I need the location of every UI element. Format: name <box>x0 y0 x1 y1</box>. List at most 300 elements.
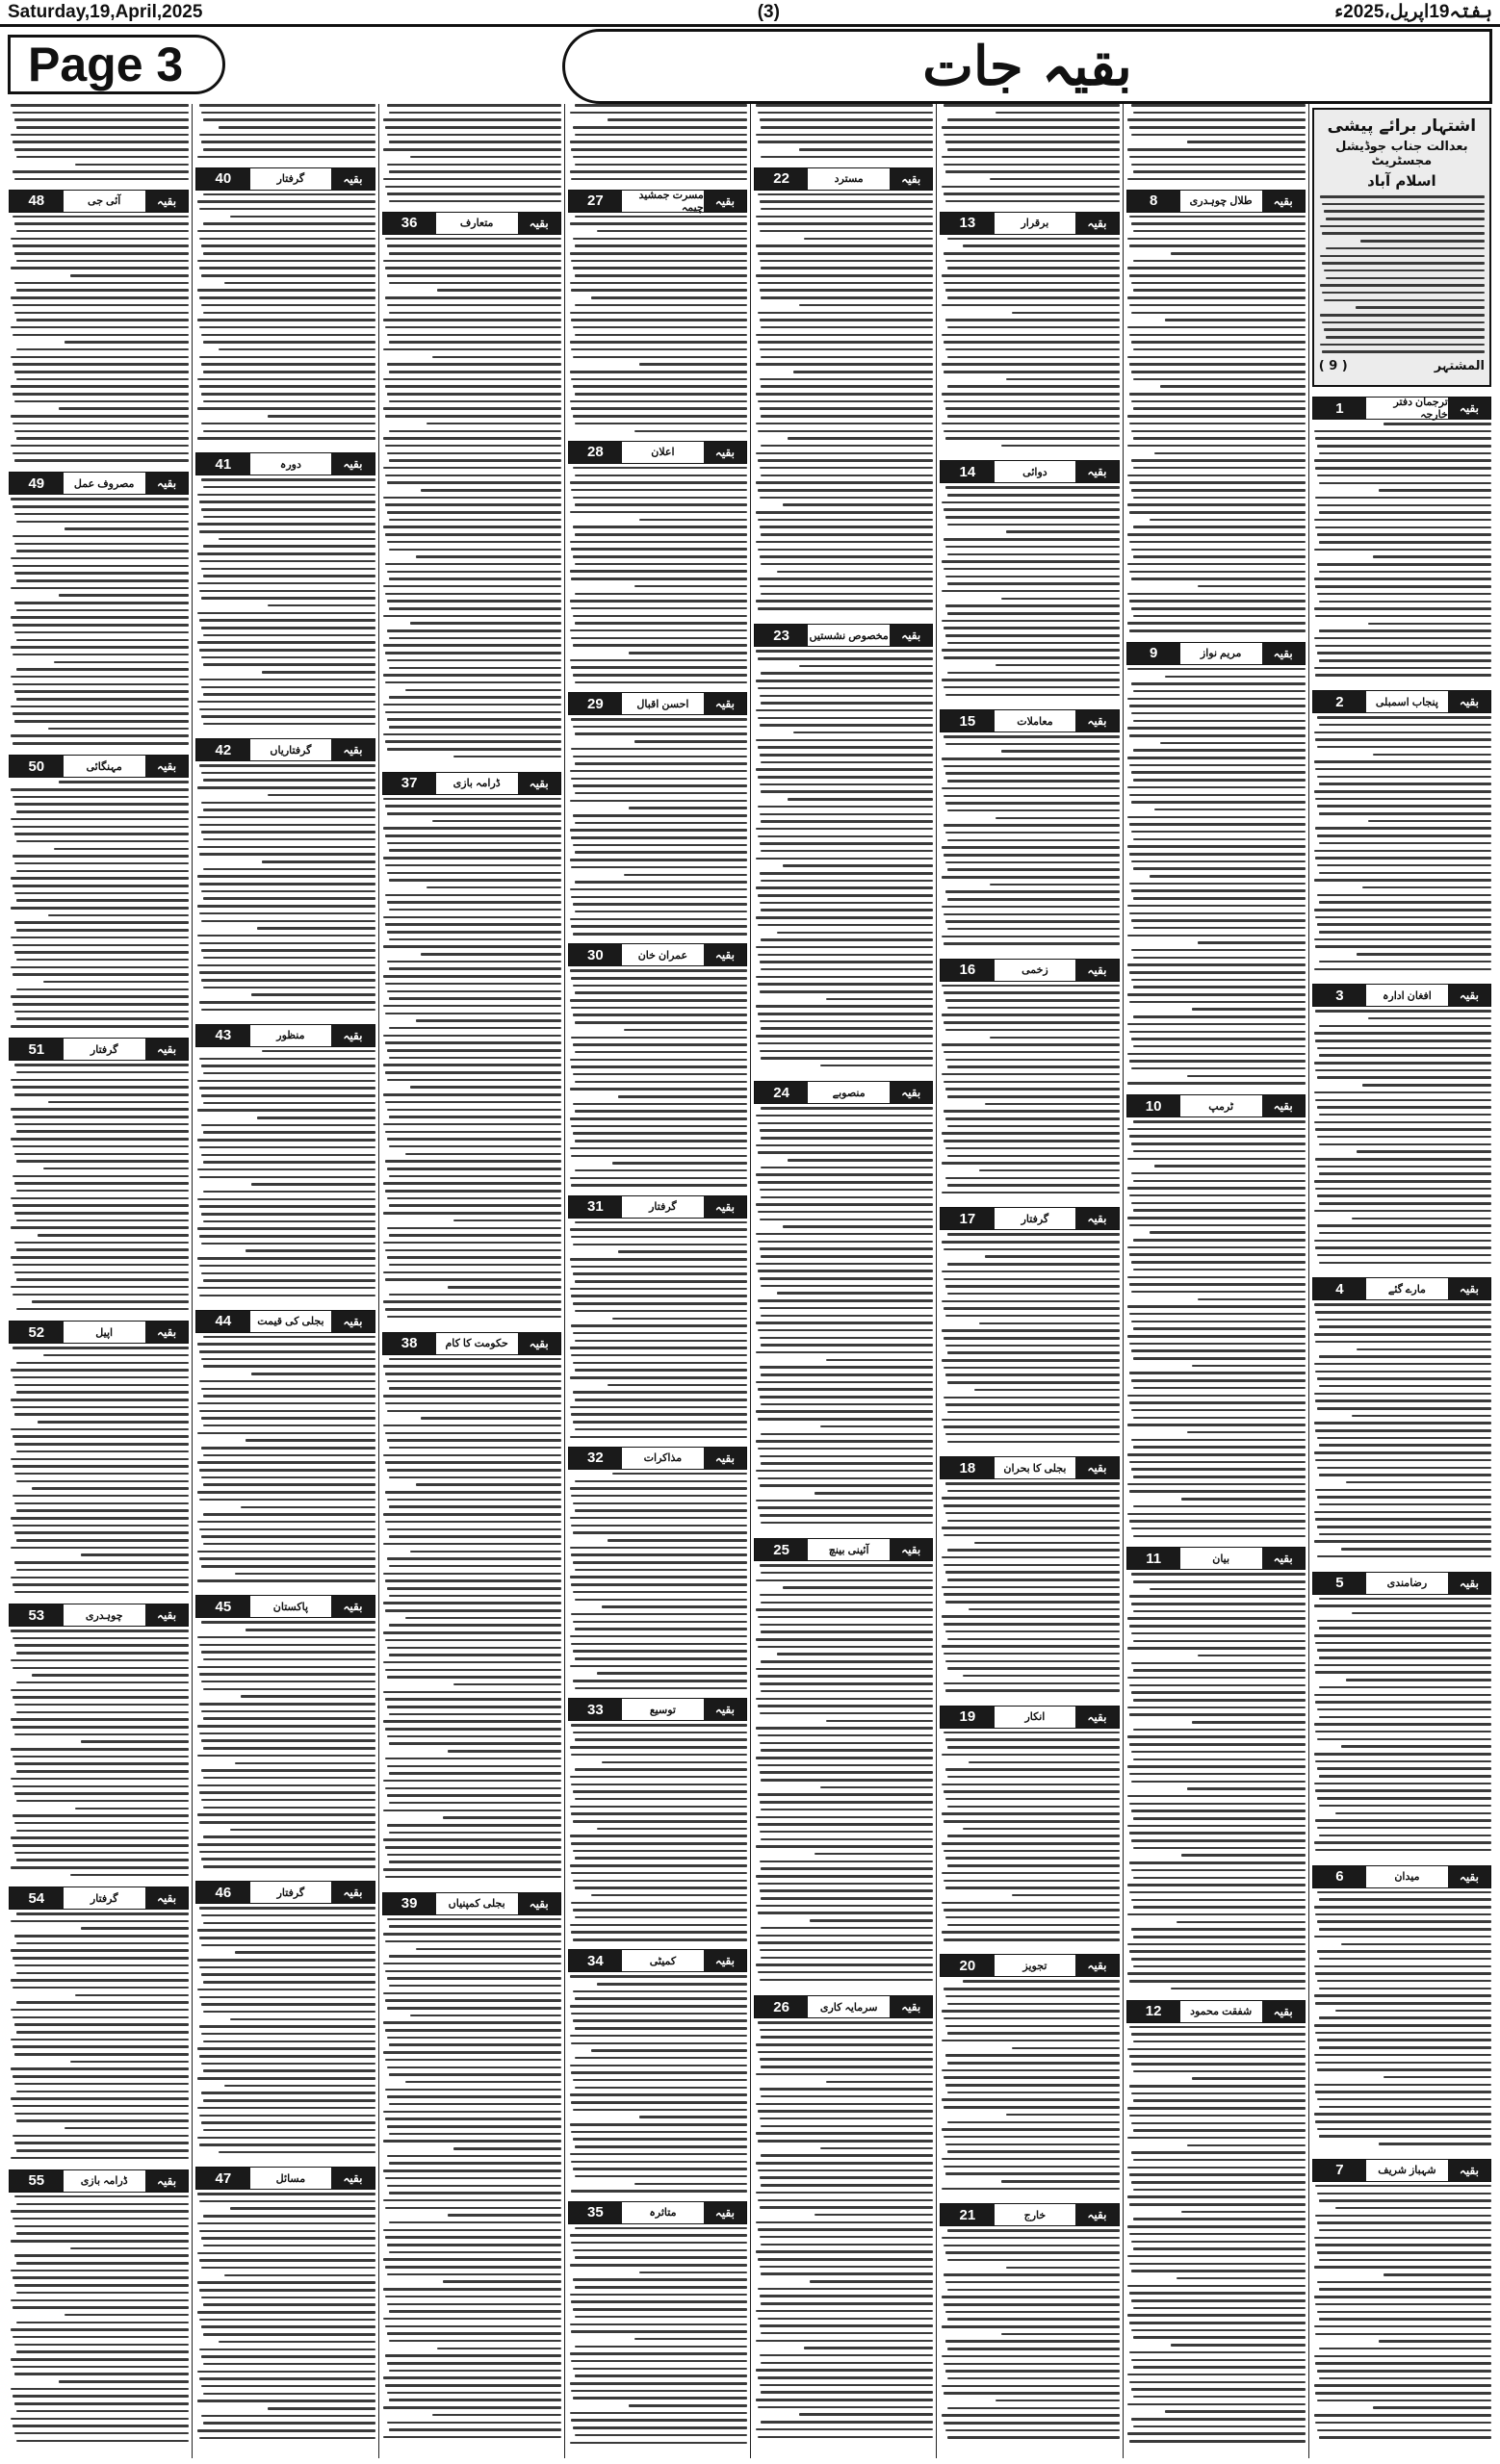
text-line <box>201 244 375 247</box>
text-line <box>944 765 1120 768</box>
text-line <box>761 385 933 388</box>
section-word: بقیہ <box>890 625 932 646</box>
text-line <box>383 148 560 151</box>
text-line <box>1133 2189 1306 2192</box>
text-line <box>573 326 747 329</box>
text-line <box>944 735 1120 738</box>
text-line <box>389 400 561 403</box>
text-line <box>1314 2054 1491 2057</box>
text-line <box>1129 1372 1306 1374</box>
text-line <box>11 966 189 969</box>
text-line <box>16 2292 190 2295</box>
section-number: 30 <box>569 944 622 965</box>
text-line <box>756 1905 933 1908</box>
text-line <box>203 1717 375 1720</box>
text-line <box>1131 2388 1306 2391</box>
text-line <box>571 2300 747 2303</box>
text-line <box>760 200 934 203</box>
section-label: ڈرامہ بازی <box>80 2175 128 2188</box>
text-line <box>11 788 189 791</box>
text-line <box>1317 716 1491 719</box>
text-line <box>1192 1365 1305 1368</box>
text-line <box>219 2151 375 2154</box>
text-line <box>383 1810 560 1812</box>
text-line <box>1317 533 1491 536</box>
text-line <box>758 1912 934 1914</box>
text-line <box>1129 764 1306 767</box>
text-line <box>634 2338 747 2341</box>
text-line <box>197 2222 375 2225</box>
text-line <box>1326 336 1485 339</box>
text-line <box>1133 467 1306 470</box>
text-line <box>453 1683 561 1686</box>
text-line <box>756 600 933 603</box>
text-line <box>1133 2426 1306 2428</box>
text-line <box>199 1295 375 1297</box>
text-line <box>383 1573 560 1576</box>
section-body <box>940 985 1119 1204</box>
text-line <box>1129 1861 1306 1864</box>
text-line <box>1317 1496 1491 1499</box>
text-line <box>761 1373 933 1376</box>
text-line <box>11 1718 189 1721</box>
text-line <box>1127 148 1305 151</box>
section-word: بقیہ <box>704 442 746 463</box>
text-line <box>758 1151 934 1154</box>
text-line <box>16 668 190 671</box>
text-line <box>942 787 1119 790</box>
text-line <box>942 590 1119 593</box>
text-line <box>758 2169 934 2172</box>
text-line <box>1317 2193 1491 2195</box>
text-line <box>573 1621 747 1624</box>
text-line <box>16 810 190 813</box>
text-line <box>760 2058 934 2061</box>
text-line <box>448 2214 560 2217</box>
text-line <box>387 1439 561 1442</box>
continued-text <box>9 104 189 186</box>
text-line <box>758 2288 934 2291</box>
text-line <box>203 2011 375 2014</box>
text-line <box>11 587 189 590</box>
text-line <box>1319 1503 1491 1506</box>
text-line <box>760 2088 934 2091</box>
text-line <box>947 1806 1120 1809</box>
text-line <box>389 1505 561 1508</box>
text-line <box>758 1418 934 1421</box>
text-line <box>262 1050 375 1053</box>
text-line <box>1127 757 1305 759</box>
text-line <box>758 1646 934 1649</box>
text-line <box>942 2296 1119 2298</box>
continuation-section <box>754 1077 933 1534</box>
section-body <box>1126 1120 1306 1543</box>
section-number: 9 <box>1127 643 1180 664</box>
text-line <box>1131 459 1306 462</box>
text-line <box>1319 1533 1491 1536</box>
text-line <box>1314 909 1491 911</box>
text-line <box>1317 652 1491 654</box>
text-line <box>383 497 560 500</box>
text-line <box>201 2385 375 2388</box>
text-line <box>1322 321 1485 324</box>
text-line <box>1314 1694 1491 1697</box>
section-body <box>568 1724 747 1945</box>
text-line <box>1129 274 1306 277</box>
text-line <box>573 238 747 241</box>
text-line <box>385 503 561 506</box>
section-header <box>754 1995 933 2018</box>
text-line <box>756 452 933 455</box>
text-line <box>1131 341 1306 344</box>
section-number: 53 <box>10 1604 64 1626</box>
column-c5 <box>564 104 750 2458</box>
text-line <box>1315 768 1491 771</box>
text-line <box>203 516 375 519</box>
text-line <box>383 2288 560 2291</box>
text-line <box>1317 1136 1491 1139</box>
text-line <box>203 2422 375 2425</box>
text-line <box>1315 827 1491 830</box>
text-line <box>1315 1069 1491 1072</box>
text-line <box>1319 901 1491 904</box>
section-header <box>1126 1094 1306 1117</box>
text-line <box>389 2192 561 2194</box>
text-line <box>942 1329 1119 1332</box>
text-line <box>1131 2122 1306 2125</box>
text-line <box>383 1513 560 1516</box>
text-line <box>573 2168 747 2170</box>
text-line <box>758 806 934 808</box>
text-line <box>756 680 933 682</box>
text-line <box>1368 1017 1492 1020</box>
text-line <box>942 423 1119 425</box>
text-line <box>570 371 747 373</box>
text-line <box>942 1073 1119 1076</box>
text-line <box>387 1587 561 1590</box>
text-line <box>199 208 375 211</box>
text-line <box>1317 2251 1491 2254</box>
text-line <box>942 560 1119 563</box>
section-label: افغان ادارہ <box>1382 989 1432 1002</box>
text-line <box>16 609 190 612</box>
text-line <box>815 1492 933 1495</box>
section-label: زخمی <box>1022 964 1048 977</box>
continuation-section <box>940 1452 1119 1702</box>
continuation-section <box>940 456 1119 706</box>
text-line <box>16 550 190 552</box>
text-line <box>947 1746 1120 1749</box>
text-line <box>16 2001 190 2004</box>
text-line <box>618 1095 747 1098</box>
section-body <box>940 1732 1119 1951</box>
text-line <box>1131 1958 1306 1961</box>
text-line <box>571 578 747 580</box>
text-line <box>945 2084 1120 2087</box>
section-word: بقیہ <box>331 1025 374 1046</box>
text-line <box>1315 1371 1491 1373</box>
section-body <box>195 478 375 734</box>
text-line <box>389 1116 561 1118</box>
text-line <box>199 1380 375 1383</box>
text-line <box>1319 2046 1491 2049</box>
text-line <box>1133 986 1306 988</box>
text-line <box>947 1835 1120 1837</box>
text-line <box>14 312 190 315</box>
text-line <box>758 776 934 779</box>
text-line <box>203 1688 375 1691</box>
text-line <box>1127 905 1305 908</box>
text-line <box>760 526 934 528</box>
text-line <box>389 1535 561 1538</box>
text-line <box>383 437 560 440</box>
text-line <box>945 1059 1120 1062</box>
text-line <box>942 2414 1119 2417</box>
text-line <box>570 1665 747 1668</box>
text-line <box>13 2016 190 2019</box>
section-header <box>1312 397 1491 420</box>
text-line <box>1129 1803 1306 1806</box>
text-line <box>383 798 560 801</box>
text-line <box>197 1168 375 1171</box>
text-line <box>1315 2120 1491 2123</box>
text-line <box>1314 2084 1491 2087</box>
text-line <box>1315 798 1491 801</box>
section-number: 6 <box>1313 1866 1366 1887</box>
text-line <box>1127 1424 1305 1426</box>
text-line <box>945 1345 1120 1348</box>
text-line <box>199 2377 375 2380</box>
text-line <box>246 1629 375 1631</box>
text-line <box>756 1381 933 1384</box>
text-line <box>13 304 190 307</box>
text-line <box>246 1249 375 1252</box>
text-line <box>16 1972 190 1975</box>
text-line <box>389 879 561 882</box>
text-line <box>761 1167 933 1169</box>
section-body <box>9 216 189 469</box>
text-line <box>760 289 934 292</box>
text-line <box>199 824 375 827</box>
text-line <box>944 1909 1120 1912</box>
continuation-section <box>940 1950 1119 2199</box>
text-line <box>947 868 1120 871</box>
text-line <box>1133 230 1306 233</box>
text-line <box>383 2229 560 2232</box>
text-line <box>758 459 934 462</box>
text-line <box>571 1931 747 1934</box>
text-line <box>571 607 747 610</box>
section-label: گرفتار <box>649 1201 677 1214</box>
text-line <box>944 2303 1120 2306</box>
text-line <box>385 1579 561 1582</box>
text-line <box>1362 886 1491 889</box>
text-line <box>1379 2340 1491 2343</box>
text-line <box>1133 1269 1306 1271</box>
text-line <box>203 341 375 344</box>
text-line <box>761 1660 933 1663</box>
text-line <box>1314 430 1491 433</box>
text-line <box>1317 805 1491 808</box>
continuation-section <box>9 1317 189 1600</box>
text-line <box>197 641 375 644</box>
text-line <box>1314 637 1491 640</box>
text-line <box>761 2272 933 2275</box>
text-line <box>570 1924 747 1927</box>
section-body <box>754 1564 933 1991</box>
text-line <box>1129 853 1306 856</box>
text-line <box>947 1864 1120 1867</box>
text-line <box>1319 1444 1491 1447</box>
section-number: 18 <box>941 1457 994 1478</box>
text-line <box>760 754 934 757</box>
text-line <box>1133 289 1306 292</box>
text-line <box>201 1914 375 1917</box>
text-line <box>197 523 375 526</box>
text-line <box>944 2017 1120 2020</box>
text-line <box>1319 2348 1491 2350</box>
text-line <box>197 2400 375 2402</box>
text-line <box>1131 1869 1306 1872</box>
text-line <box>575 1110 747 1113</box>
text-line <box>13 334 190 337</box>
text-line <box>996 2400 1120 2402</box>
text-line <box>1319 1656 1491 1659</box>
text-line <box>16 1071 190 1074</box>
text-line <box>389 1145 561 1148</box>
text-line <box>13 1957 190 1960</box>
text-line <box>945 832 1120 834</box>
text-line <box>1127 2285 1305 2288</box>
text-line <box>389 112 561 115</box>
text-line <box>1317 1526 1491 1528</box>
text-line <box>826 2081 934 2084</box>
text-line <box>1315 1429 1491 1432</box>
text-line <box>942 1527 1119 1529</box>
text-line <box>432 820 561 823</box>
text-line <box>947 1065 1120 1068</box>
text-line <box>756 393 933 396</box>
text-line <box>11 2039 189 2041</box>
text-line <box>201 112 375 115</box>
text-line <box>257 1116 375 1119</box>
text-line <box>416 1483 561 1486</box>
text-line <box>16 2203 190 2206</box>
text-line <box>947 1007 1120 1010</box>
continuation-section <box>754 620 933 1077</box>
text-line <box>11 445 189 448</box>
text-line <box>385 1432 561 1435</box>
text-line <box>16 639 190 642</box>
text-line <box>799 2413 934 2416</box>
text-line <box>199 619 375 622</box>
text-line <box>944 2166 1120 2169</box>
text-line <box>1319 1474 1491 1476</box>
text-line <box>1160 385 1306 388</box>
text-line <box>1127 1053 1305 1056</box>
text-line <box>13 944 190 947</box>
continuation-section <box>1312 1861 1491 2155</box>
text-line <box>416 1948 561 1951</box>
text-line <box>1319 1054 1491 1057</box>
continuation-section <box>940 706 1119 955</box>
text-line <box>570 1576 747 1578</box>
text-line <box>197 1287 375 1290</box>
text-line <box>14 1011 190 1014</box>
text-line <box>1129 1684 1306 1687</box>
section-label: کمیٹی <box>649 1955 677 1967</box>
section-number: 8 <box>1127 191 1180 212</box>
text-line <box>1129 2173 1306 2176</box>
text-line <box>14 1822 190 1825</box>
text-line <box>387 2185 561 2188</box>
text-line <box>761 2332 933 2335</box>
text-line <box>758 341 934 344</box>
text-line <box>13 1435 190 1438</box>
text-line <box>385 1521 561 1524</box>
text-line <box>573 644 747 647</box>
text-line <box>203 312 375 315</box>
text-line <box>945 407 1120 410</box>
section-label: بجلی کا بحران <box>1003 1462 1067 1475</box>
text-line <box>385 1402 561 1405</box>
text-line <box>199 2259 375 2262</box>
section-header <box>754 624 933 647</box>
text-line <box>1384 423 1491 425</box>
text-line <box>383 1395 560 1398</box>
text-line <box>1317 2311 1491 2314</box>
text-line <box>1315 1040 1491 1042</box>
section-number: 36 <box>383 213 436 234</box>
text-line <box>383 260 560 263</box>
text-line <box>1131 1142 1306 1145</box>
text-line <box>570 1487 747 1490</box>
text-line <box>385 711 561 714</box>
text-line <box>815 1853 933 1856</box>
text-line <box>1133 2040 1306 2043</box>
text-line <box>1129 1891 1306 1894</box>
text-line <box>1131 134 1306 137</box>
text-line <box>1315 1341 1491 1344</box>
section-label: میدان <box>1394 1871 1420 1884</box>
text-line <box>416 555 561 558</box>
text-line <box>385 983 561 986</box>
text-line <box>203 148 375 151</box>
text-line <box>385 1999 561 2002</box>
text-line <box>804 238 933 241</box>
text-line <box>11 2270 189 2272</box>
text-line <box>201 2033 375 2036</box>
section-header <box>382 1332 561 1355</box>
section-label: گرفتار <box>276 173 305 185</box>
text-line <box>387 629 561 632</box>
continuation-section <box>754 1991 933 2449</box>
text-line <box>11 1197 189 1200</box>
text-line <box>1131 2181 1306 2184</box>
text-line <box>573 385 747 388</box>
text-line <box>571 1354 747 1357</box>
text-line <box>761 2421 933 2424</box>
section-header <box>382 212 561 235</box>
text-line <box>387 1528 561 1531</box>
text-line <box>573 1591 747 1594</box>
text-line <box>1133 1580 1306 1583</box>
text-line <box>197 437 375 440</box>
section-body <box>754 193 933 621</box>
text-line <box>1324 210 1485 213</box>
text-line <box>1314 1634 1491 1637</box>
text-line <box>251 993 375 996</box>
